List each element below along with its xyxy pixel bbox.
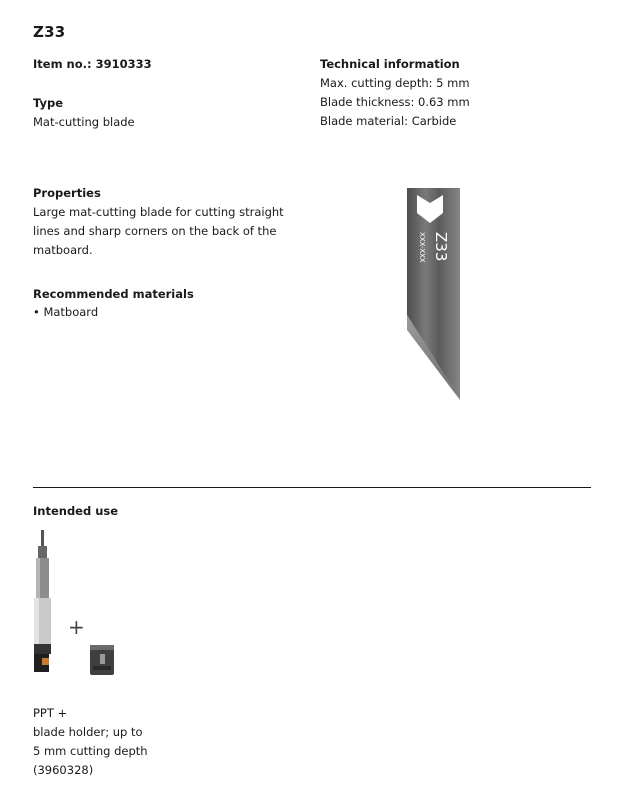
ppt-tool-icon — [34, 530, 51, 672]
recommended-heading: Recommended materials — [33, 287, 194, 301]
blade-thickness: Blade thickness: 0.63 mm — [320, 95, 470, 109]
blade-image — [400, 185, 470, 409]
intended-use-line: (3960328) — [33, 763, 94, 777]
item-number — [33, 55, 152, 74]
intended-use-line: PPT + — [33, 706, 68, 720]
intended-use-heading: Intended use — [33, 504, 119, 518]
properties-line: lines and sharp corners on the back of the — [33, 224, 277, 238]
tools-image — [28, 530, 148, 684]
recommended-item: • Matboard — [33, 305, 99, 319]
properties-line: matboard. — [33, 243, 93, 257]
technical-heading: Technical information — [320, 57, 460, 71]
properties-heading: Properties — [33, 186, 101, 200]
blade-holder-icon — [90, 645, 114, 675]
blade-subcode-label: XXX-XXX — [418, 232, 426, 263]
item-number-text: Item no.: 3910333 — [33, 57, 152, 71]
type-value: Mat-cutting blade — [33, 115, 135, 129]
product-title: Z33 — [33, 23, 66, 41]
intended-use-line: blade holder; up to — [33, 725, 143, 739]
type-heading: Type — [33, 96, 64, 110]
section-divider — [33, 487, 591, 488]
intended-use-text — [33, 704, 148, 780]
properties-text — [33, 203, 284, 260]
properties-line: Large mat-cutting blade for cutting straight — [33, 205, 284, 219]
plus-sign: + — [68, 615, 85, 639]
blade-material: Blade material: Carbide — [320, 114, 457, 128]
max-cutting-depth: Max. cutting depth: 5 mm — [320, 76, 470, 90]
blade-code-label: Z33 — [432, 232, 450, 262]
intended-use-line: 5 mm cutting depth — [33, 744, 148, 758]
